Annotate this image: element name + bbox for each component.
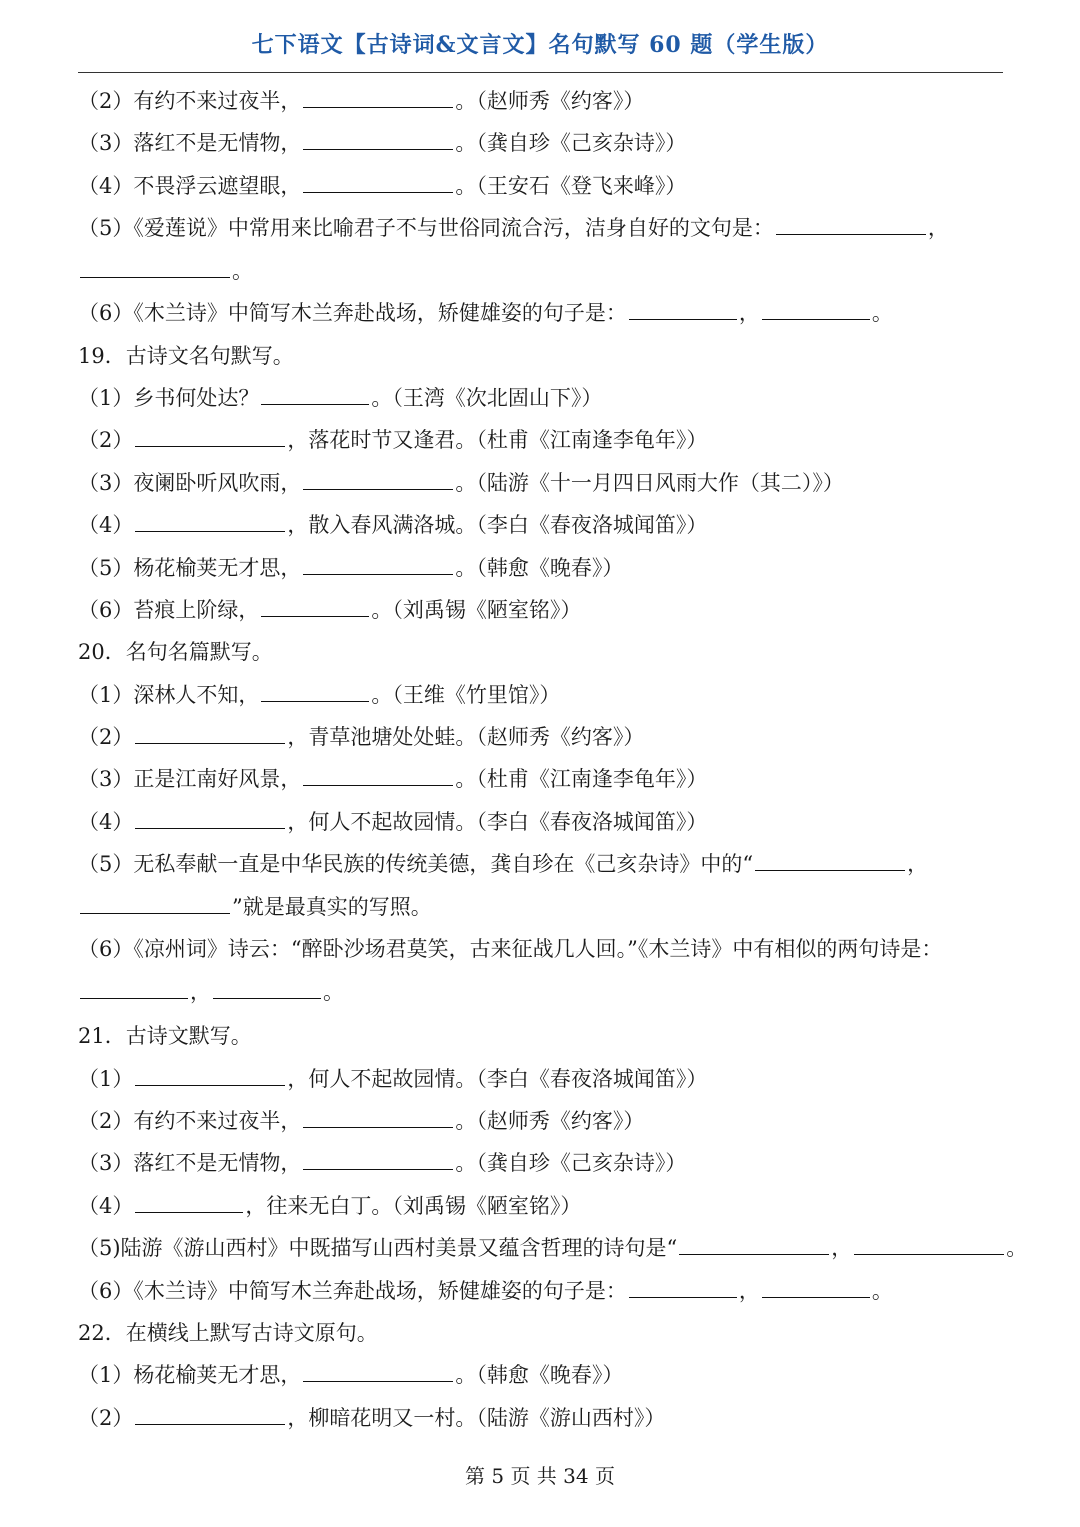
line-text: 。（王维《竹里馆》） (371, 682, 561, 707)
question-line (78, 1058, 1008, 1100)
line-text: （6）《木兰诗》中简写木兰奔赴战场，矫健雄姿的句子是： (78, 301, 627, 326)
answer-blank[interactable] (80, 259, 230, 278)
line-text: （3）正是江南好风景， (78, 767, 302, 792)
line-text: （4） (78, 1193, 134, 1218)
answer-blank[interactable] (303, 556, 453, 575)
answer-blank[interactable] (776, 216, 926, 235)
question-line (78, 843, 1008, 886)
line-text: ， (831, 1236, 853, 1261)
question-line (78, 547, 1008, 589)
answer-blank[interactable] (303, 767, 453, 786)
answer-blank[interactable] (303, 174, 453, 193)
question-line (78, 1354, 1008, 1396)
answer-blank[interactable] (762, 301, 870, 320)
line-text: 。 (1006, 1236, 1028, 1261)
line-text: 。（王湾《次北固山下》） (371, 385, 603, 410)
line-text: （4） (78, 513, 134, 538)
question-line (78, 1185, 1008, 1227)
answer-blank[interactable] (80, 980, 188, 999)
line-text: （5）杨花榆荚无才思， (78, 555, 302, 580)
line-text: （2）有约不来过夜半， (78, 1109, 302, 1134)
line-text: （3）落红不是无情物， (78, 131, 302, 156)
question-line (78, 335, 1008, 377)
line-text: 。 (871, 301, 893, 326)
line-text: （6）《凉州词》诗云：“醉卧沙场君莫笑，古来征战几人回。”《木兰诗》中有相似的两句诗是： (78, 937, 943, 962)
question-line (78, 1397, 1008, 1439)
question-line (78, 631, 1008, 673)
line-text: ”就是最真实的写照。 (232, 895, 432, 920)
question-line (78, 165, 1008, 207)
question-line (78, 1227, 1028, 1269)
question-line (78, 504, 1008, 546)
line-text: 。（杜甫《江南逢李龟年》） (455, 767, 708, 792)
line-text: （6）《木兰诗》中简写木兰奔赴战场，矫健雄姿的句子是： (78, 1278, 627, 1303)
document-title: 七下语文【古诗词&文言文】名句默写 60 题（学生版） (251, 32, 829, 58)
answer-blank[interactable] (854, 1236, 1004, 1255)
line-text: （2） (78, 428, 134, 453)
question-line (78, 462, 1008, 504)
line-text: ， (738, 301, 760, 326)
answer-blank[interactable] (261, 598, 369, 617)
line-text: ，柳暗花明又一村。（陆游《游山西村》） (287, 1405, 666, 1430)
question-line (78, 928, 1008, 971)
line-text: ， (738, 1278, 760, 1303)
line-text: ， (190, 980, 211, 1005)
line-text: 。（刘禹锡《陋室铭》） (371, 597, 582, 622)
question-line (78, 1270, 1008, 1312)
line-text: 20．名句名篇默写。 (78, 640, 273, 665)
answer-blank[interactable] (303, 131, 453, 150)
line-text: 。（赵师秀《约客》） (455, 1109, 645, 1134)
line-text: （5）《爱莲说》中常用来比喻君子不与世俗同流合污，洁身自好的文句是： (78, 216, 774, 241)
line-text: ， (927, 216, 949, 241)
line-text: （4）不畏浮云遮望眼， (78, 173, 302, 198)
line-text: 19．古诗文名句默写。 (78, 343, 294, 368)
answer-blank[interactable] (303, 1109, 453, 1128)
question-line (78, 1142, 1008, 1184)
answer-blank[interactable] (135, 725, 285, 744)
answer-blank[interactable] (261, 386, 369, 405)
question-line (78, 122, 1008, 164)
answer-blank[interactable] (135, 1406, 285, 1425)
question-line (78, 1100, 1008, 1142)
question-line (78, 250, 1008, 292)
question-line (78, 716, 1008, 758)
line-text: （4） (78, 809, 134, 834)
line-text: 。 (871, 1278, 893, 1303)
line-text: （2） (78, 1405, 134, 1430)
line-text: 。（龚自珍《己亥杂诗》） (455, 131, 687, 156)
line-text: 。（王安石《登飞来峰》） (455, 173, 687, 198)
line-text: 。（韩愈《晚春》） (455, 1363, 624, 1388)
answer-blank[interactable] (629, 1279, 737, 1298)
answer-blank[interactable] (303, 1363, 453, 1382)
line-text: （2） (78, 725, 134, 750)
answer-blank[interactable] (135, 810, 285, 829)
answer-blank[interactable] (135, 428, 285, 447)
question-line (78, 377, 1008, 419)
question-line (78, 801, 1008, 843)
answer-blank[interactable] (213, 980, 321, 999)
line-text: ，青草池塘处处蛙。（赵师秀《约客》） (287, 725, 645, 750)
question-line (78, 589, 1008, 631)
question-list (78, 80, 1028, 1439)
answer-blank[interactable] (303, 89, 453, 108)
answer-blank[interactable] (80, 895, 230, 914)
line-text: ，落花时节又逢君。（杜甫《江南逢李龟年》） (287, 428, 708, 453)
question-line (78, 207, 1008, 250)
line-text: 。 (232, 259, 253, 284)
header-divider (78, 72, 1003, 73)
line-text: （5）无私奉献一直是中华民族的传统美德，龚自珍在《己亥杂诗》中的“ (78, 852, 754, 877)
line-text: ，何人不起故园情。（李白《春夜洛城闻笛》） (287, 809, 708, 834)
line-text: 。（韩愈《晚春》） (455, 555, 624, 580)
line-text: 。（龚自珍《己亥杂诗》） (455, 1151, 687, 1176)
answer-blank[interactable] (135, 1194, 243, 1213)
line-text: （2）有约不来过夜半， (78, 89, 302, 113)
line-text: （3）落红不是无情物， (78, 1151, 302, 1176)
answer-blank[interactable] (629, 301, 737, 320)
answer-blank[interactable] (303, 471, 453, 490)
line-text: （5)陆游《游山西村》中既描写山西村美景又蕴含哲理的诗句是“ (78, 1236, 678, 1261)
line-text: ，散入春风满洛城。（李白《春夜洛城闻笛》） (287, 513, 708, 538)
answer-blank[interactable] (679, 1236, 829, 1255)
question-line (78, 80, 1008, 122)
line-text: 22．在横线上默写古诗文原句。 (78, 1320, 378, 1345)
line-text: 。（赵师秀《约客》） (455, 89, 645, 113)
line-text: （1） (78, 1066, 134, 1091)
question-line (78, 1312, 1008, 1354)
line-text: ， (907, 852, 929, 877)
question-line (78, 886, 1008, 928)
line-text: ，何人不起故园情。（李白《春夜洛城闻笛》） (287, 1066, 708, 1091)
question-line (78, 674, 1008, 716)
line-text: （1）杨花榆荚无才思， (78, 1363, 302, 1388)
answer-blank[interactable] (303, 1151, 453, 1170)
answer-blank[interactable] (135, 1067, 285, 1086)
line-text: 。 (323, 980, 344, 1005)
line-text: ，往来无白丁。（刘禹锡《陋室铭》） (245, 1193, 582, 1218)
line-text: 21．古诗文默写。 (78, 1024, 252, 1049)
question-line (78, 758, 1008, 800)
question-line (78, 292, 1008, 334)
line-text: （1）乡书何处达？ (78, 385, 260, 410)
page-number: 第 5 页 共 34 页 (465, 1464, 615, 1488)
answer-blank[interactable] (261, 683, 369, 702)
line-text: （3）夜阑卧听风吹雨， (78, 470, 302, 495)
question-line (78, 419, 1008, 461)
line-text: （1）深林人不知， (78, 682, 260, 707)
answer-blank[interactable] (135, 513, 285, 532)
question-line (78, 971, 1008, 1015)
line-text: （6）苔痕上阶绿， (78, 597, 260, 622)
answer-blank[interactable] (762, 1279, 870, 1298)
question-line (78, 1015, 1008, 1057)
answer-blank[interactable] (755, 852, 905, 871)
line-text: 。（陆游《十一月四日风雨大作（其二）》） (455, 470, 844, 495)
